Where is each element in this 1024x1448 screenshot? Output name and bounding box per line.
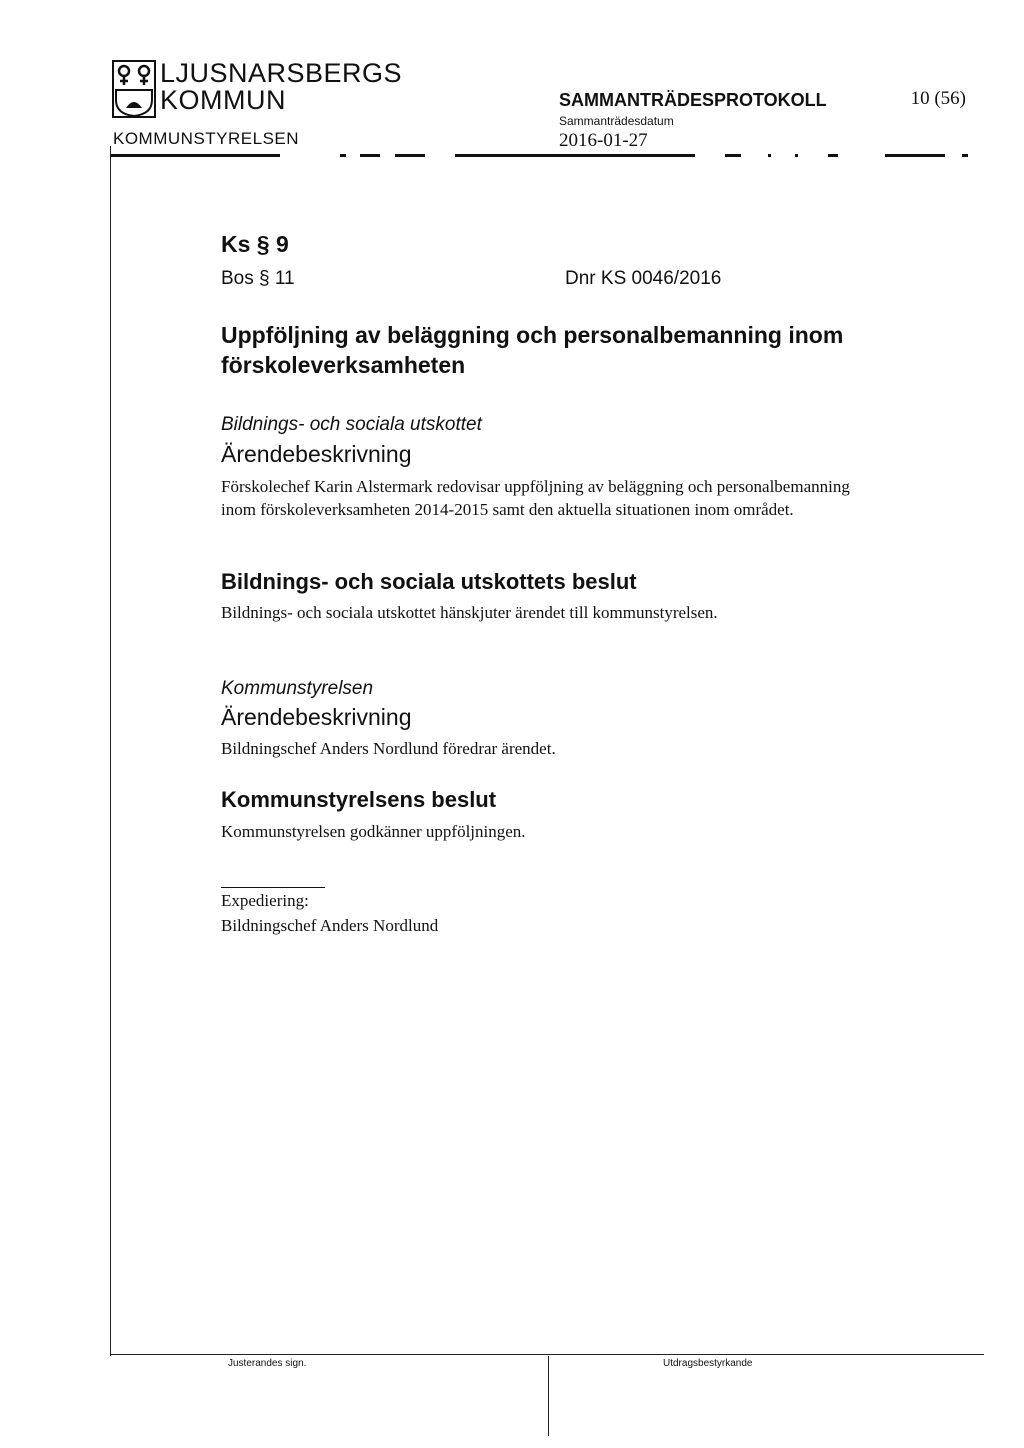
header-rule [828,154,838,157]
document-type: SAMMANTRÄDESPROTOKOLL [559,90,827,110]
footer-certification-label: Utdragsbestyrkande [663,1358,753,1369]
left-margin-line [110,146,111,1356]
ks-description-text: Bildningschef Anders Nordlund föredrar ärendet. [221,739,556,758]
header-rule [885,154,945,157]
header-rule [360,154,380,157]
ks-decision-heading: Kommunstyrelsens beslut [221,787,497,812]
committee-name: Bildnings- och sociala utskottet [221,414,482,435]
committee-description-text: Förskolechef Karin Alstermark redovisar uppföljning av beläggning och personalbemanning inom förskoleverksamheten 2014-2015 samt den aktuella situationen inom området. [221,477,850,519]
header-rule [725,154,741,157]
header-rule [395,154,425,157]
footer-rule [110,1354,984,1355]
meeting-date: 2016-01-27 [559,130,648,151]
ks-body-name: Kommunstyrelsen [221,678,374,699]
header-rule [340,154,346,157]
expediering-recipient: Bildningschef Anders Nordlund [221,916,439,935]
committee-description-heading: Ärendebeskrivning [221,441,412,467]
header-rule [962,154,968,157]
expediering-rule [221,887,325,888]
page-number: 10 (56) [910,88,966,109]
org-name-line1: LJUSNARSBERGS [160,58,403,88]
header-rule [795,154,798,157]
footer-divider [548,1356,549,1436]
ks-paragraph: Ks § 9 [221,231,289,257]
header-rule [768,154,771,157]
ks-description-heading: Ärendebeskrivning [221,704,412,730]
date-label: Sammanträdesdatum [559,114,674,128]
org-name-line2: KOMMUN [160,85,286,115]
case-title: Uppföljning av beläggning och personalbemanning inom förskoleverksamheten [221,322,844,378]
municipality-logo [112,60,156,118]
committee-decision-text: Bildnings- och sociala utskottet hänskjuter ärendet till kommunstyrelsen. [221,603,718,622]
bos-paragraph: Bos § 11 [221,268,295,289]
header-rule [110,154,280,157]
ks-decision-text: Kommunstyrelsen godkänner uppföljningen. [221,822,526,841]
board-name: KOMMUNSTYRELSEN [113,129,300,148]
committee-decision-heading: Bildnings- och sociala utskottets beslut [221,569,637,594]
expediering-label: Expediering: [221,891,309,910]
case-number: Dnr KS 0046/2016 [565,268,722,289]
footer-signature-label: Justerandes sign. [228,1358,307,1369]
header-rule [455,154,695,157]
